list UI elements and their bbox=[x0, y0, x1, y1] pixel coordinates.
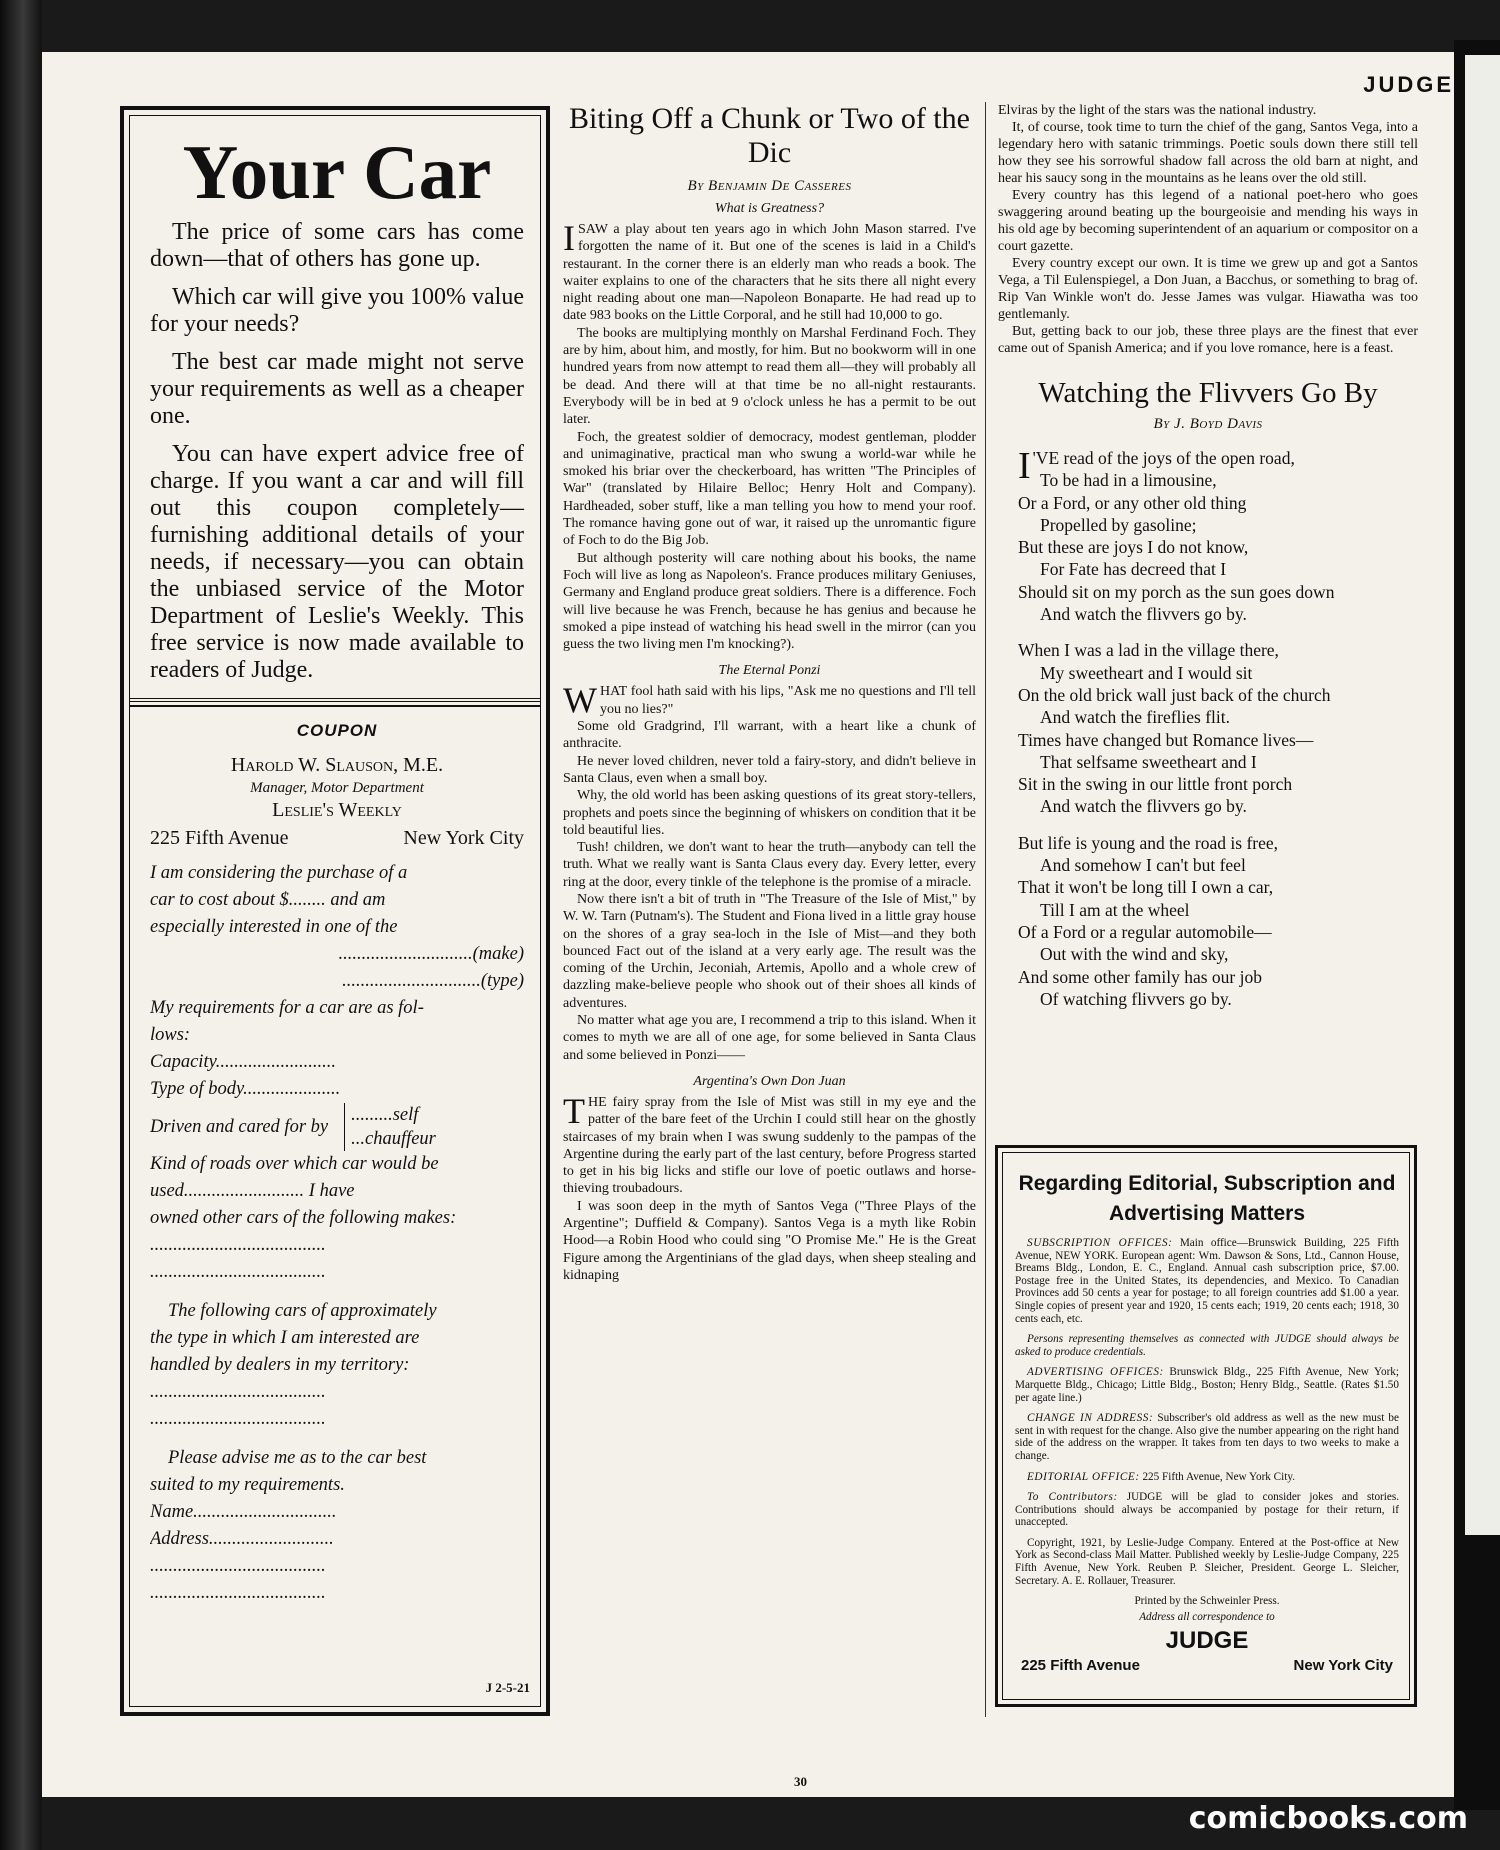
coupon-line: lows: bbox=[150, 1025, 191, 1045]
paragraph-text: SAW a play about ten years ago in which John Mason starred. I've forgotten the name of it. But one of the scenes is laid in a Child's restaurant. In the corner there is an elderly man who reads a book. The waiter explains to one of the characters that he sits there all night every night reading about one man—Napoleon Bonaparte. He had read up to date 983 books on the Little Corporal, and he still had 10,000 to go. bbox=[563, 222, 976, 324]
driven-label: Driven and cared for by bbox=[150, 1116, 329, 1137]
article-column bbox=[563, 102, 976, 1722]
coupon-position: Manager, Motor Department bbox=[250, 780, 424, 796]
coupon-line: ...................................... bbox=[150, 1409, 326, 1429]
poem-line: And some other family has our job bbox=[1018, 966, 1262, 987]
coupon-line: handled by dealers in my territory: bbox=[150, 1355, 410, 1375]
drop-cap: W bbox=[563, 680, 597, 721]
page-number: 30 bbox=[794, 1774, 807, 1789]
poem-line: And watch the fireflies flit. bbox=[1040, 707, 1231, 728]
address-all-line: Address all correspondence to bbox=[1139, 1611, 1275, 1624]
coupon-line: Kind of roads over which car would be bbox=[150, 1154, 439, 1174]
coupon-line: car to cost about $........ and am bbox=[150, 890, 386, 910]
poem-line: But life is young and the road is free, bbox=[1018, 832, 1279, 853]
article-paragraph: Some old Gradgrind, I'll warrant, with a heart like a chunk of anthracite. bbox=[563, 719, 976, 752]
coupon-line: Address........................... bbox=[150, 1529, 334, 1549]
article-paragraph bbox=[563, 218, 976, 325]
poem-line: To be had in a limousine, bbox=[1040, 470, 1217, 491]
drop-cap: I bbox=[563, 218, 575, 258]
notice-paragraph: CHANGE IN ADDRESS: Subscriber's old address as well as the new must be sent in with request for the change. Also give the number appearing on the right hand side of the address on the wrapper. It takes from ten days to two weeks to make a change. bbox=[1015, 1412, 1399, 1462]
coupon-line: suited to my requirements. bbox=[150, 1475, 345, 1495]
coupon-divider bbox=[130, 698, 540, 707]
article-continuation: Every country has this legend of a national poet-hero who goes swaggering around beating up the bourgeoisie and mending his ways in his old age by becoming superintendent of an aquarium or compositor on a court gazette. bbox=[998, 188, 1418, 254]
ad-paragraph: The price of some cars has come down—that of others has gone up. bbox=[150, 219, 524, 272]
poem-line: I 'VE read of the joys of the open road, bbox=[1018, 445, 1295, 487]
notice-paragraph: EDITORIAL OFFICE: 225 Fifth Avenue, New York City. bbox=[1027, 1470, 1296, 1483]
ad-paragraph: Which car will give you 100% value for your needs? bbox=[150, 284, 524, 337]
article-paragraph: Tush! children, we don't want to hear the truth—anybody can tell the truth. What we really want is Santa Claus every day. Every letter, every ring at the door, every tinkle of the telephone is the promise of a miracle. bbox=[563, 840, 976, 890]
notice-judge: JUDGE bbox=[1165, 1627, 1249, 1655]
coupon-line: ...................................... bbox=[150, 1262, 326, 1282]
notice-paragraph: SUBSCRIPTION OFFICES: Main office—Brunswick Building, 225 Fifth Avenue, NEW YORK. European agent: Wm. Dawson & Sons, Ltd., Cannon House, Breams Bldg., London, E. C., England. Annual cash subscription price, $7.00. Postage free in the United States, its dependencies, and Mexico. To Canadian Provinces add 50 cents a year for postage; to all foreign countries add $1.00 a year. Single copies of present year and 1920, 15 cents each; 1919, 20 cents each; 1918, 30 cents each, etc. bbox=[1015, 1237, 1399, 1325]
section-heading: The Eternal Ponzi bbox=[718, 663, 821, 679]
footer-street: 225 Fifth Avenue bbox=[1021, 1657, 1140, 1675]
article-paragraph: The books are multiplying monthly on Marshal Ferdinand Foch. They are by him, about him, and mostly, for him. But no bookworm will in one hundred years from now attempt to read them all—they will probably all be dead. And there will at that time be no all-night restaurants. Everybody will be in bed at 9 o'clock unless he has a permit to be out later. bbox=[563, 325, 976, 428]
drop-cap: I bbox=[1018, 445, 1031, 487]
ad-headline: Your Car bbox=[182, 129, 492, 215]
article-paragraph: He never loved children, never told a fairy-story, and didn't believe in Santa Claus, even when a small boy. bbox=[563, 753, 976, 786]
notice-paragraph: Copyright, 1921, by Leslie-Judge Company. Entered at the Post-office at New York as Second-class Mail Matter. Published weekly by Leslie-Judge Company, 225 Fifth Avenue, New York. Reuben P. Sleicher, President. George L. Sleicher, Secretary. A. E. Rollauer, Treasurer. bbox=[1015, 1536, 1399, 1587]
poem-line: And somehow I can't but feel bbox=[1040, 855, 1246, 876]
poem-line: For Fate has decreed that I bbox=[1040, 559, 1227, 580]
coupon-line: I am considering the purchase of a bbox=[150, 863, 408, 883]
coupon-line: the type in which I am interested are bbox=[150, 1328, 420, 1348]
ad-paragraph: You can have expert advice free of charge. If you want a car and will fill out this coupon completely—furnishing additional details of your needs, if necessary—you can obtain the unbiased service of the Motor Department of Leslie's Weekly. This free service is now made available to readers of Judge. bbox=[150, 441, 524, 683]
poem-line: That selfsame sweetheart and I bbox=[1040, 751, 1257, 772]
paragraph-text: HAT fool hath said with his lips, "Ask me no questions and I'll tell you no lies?" bbox=[599, 684, 976, 717]
ad-paragraph: The best car made might not serve your requirements as well as a cheaper one. bbox=[150, 349, 524, 429]
coupon-line: used.......................... I have bbox=[150, 1181, 355, 1201]
notice-footer bbox=[1015, 1657, 1399, 1674]
poem-line: My sweetheart and I would sit bbox=[1040, 662, 1253, 683]
right-column bbox=[998, 102, 1418, 1010]
footer-city: New York City bbox=[1293, 1657, 1393, 1675]
section-heading: What is Greatness? bbox=[714, 201, 825, 216]
coupon-line: My requirements for a car are as fol- bbox=[150, 998, 424, 1018]
car-advertisement bbox=[120, 106, 550, 1716]
article-title: Biting Off a Chunk or Two of the Dic bbox=[569, 102, 970, 169]
poem-line: Till I am at the wheel bbox=[1040, 899, 1190, 920]
coupon-line: .............................(make) bbox=[338, 944, 524, 964]
poem-line: Propelled by gasoline; bbox=[1040, 514, 1197, 535]
notice-title: Regarding Editorial, Subscription and Advertising Matters bbox=[1018, 1172, 1396, 1225]
left-binding-edge bbox=[0, 0, 42, 1850]
article-paragraph: No matter what age you are, I recommend a trip to this island. When it comes to myth we are all of one age, for some believed in Santa Claus and some believed in Ponzi—— bbox=[563, 1013, 976, 1063]
poem-line: Should sit on my porch as the sun goes down bbox=[1018, 581, 1335, 602]
coupon-city: New York City bbox=[403, 827, 524, 849]
coupon-line: Capacity.......................... bbox=[150, 1052, 337, 1072]
notice-paragraph: To Contributors: JUDGE will be glad to consider jokes and stories. Contributions should always be accompanied by postage for their return, if unaccepted. bbox=[1015, 1491, 1399, 1529]
paragraph-text: HE fairy spray from the Isle of Mist was still in my eye and the patter of the bare feet of the Urchin I could still hear on the ghostly staircases of my brain when I was swung suddenly to the pampas of the Argentine during the early part of the last century, before Progress started to get in his big licks and stifle our love of poetic outlaws and horse-thieving troubadours. bbox=[563, 1094, 976, 1197]
drop-cap: T bbox=[563, 1090, 585, 1131]
driven-self: .........self bbox=[351, 1105, 419, 1125]
poem-line: Sit in the swing in our little front porch bbox=[1018, 774, 1293, 795]
poem-line: And watch the flivvers go by. bbox=[1040, 604, 1247, 625]
article-paragraph: Foch, the greatest soldier of democracy, modest gentleman, plodder and unimaginative, practical man who swung a world-war while he smoked his briar over the checkerboard, has written "The Principles of War" (translated by Hilaire Belloc; Henry Holt and Company). Hardheaded, sober stuff, like a man telling you how to mend your roof. The romance having gone out of war, it raised up the unromantic figure of Foch to do the Big Job. bbox=[563, 429, 976, 549]
driven-by-field bbox=[150, 1103, 524, 1151]
coupon-line: ...................................... bbox=[150, 1583, 326, 1603]
poem-line: Of watching flivvers go by. bbox=[1040, 988, 1232, 1009]
coupon-line: especially interested in one of the bbox=[150, 917, 398, 937]
notice-paragraph: ADVERTISING OFFICES: Brunswick Bldg., 225 Fifth Avenue, New York; Marquette Bldg., Chicago; Little Bldg., Boston; Henry Bldg., Seattle. (Rates $1.50 per agate line.) bbox=[1015, 1366, 1399, 1404]
poem-body bbox=[1018, 447, 1418, 1010]
poem-title: Watching the Flivvers Go By bbox=[1038, 377, 1378, 409]
coupon-line: owned other cars of the following makes: bbox=[150, 1208, 457, 1228]
article-paragraph: Now there isn't a bit of truth in "The Treasure of the Isle of Mist," by W. W. Tarn (Putnam's). The Student and Fiona lived in a little gray house on the shores of a gray sea-loch in the Isle of Mist—and they both bounced Fact out of the island at a very early age. The result was the coming of the Urchin, Jeconiah, Artemis, Apollo and a whole crew of dazzling make-believe people who shook out of their shoes all kinds of adventures. bbox=[563, 891, 976, 1011]
poem-line: Times have changed but Romance lives— bbox=[1018, 729, 1314, 750]
article-paragraph: Why, the old world has been asking questions of its great story-tellers, prophets and poets since the beginning of whiskers on condition that it be told beautiful lies. bbox=[563, 788, 976, 838]
article-paragraph bbox=[563, 680, 976, 721]
driven-options bbox=[344, 1103, 436, 1151]
article-byline: By Benjamin De Casseres bbox=[687, 178, 852, 194]
coupon-line: The following cars of approximately bbox=[168, 1301, 437, 1321]
poem-line: Out with the wind and sky, bbox=[1040, 944, 1229, 965]
column-rule bbox=[985, 102, 986, 1717]
coupon-publication: Leslie's Weekly bbox=[272, 799, 402, 821]
coupon-line: Please advise me as to the car best bbox=[168, 1448, 427, 1468]
printer-line: Printed by the Schweinler Press. bbox=[1134, 1595, 1280, 1608]
article-continuation: It, of course, took time to turn the chief of the gang, Santos Vega, into a legendary hero with satanic trimmings. Poetic souls down there still tell how they see his sorrowful shadow fall across the old barn at night, and hear his saucy song in the mountains as he leans over the old still. bbox=[998, 120, 1418, 186]
article-paragraph: But although posterity will care nothing about his books, the name Foch will live as long as Napoleon's. France produces military Geniuses, Germany and England produce great soldiers. There is a difference. Foch will live because he was French, because he has genius and because he smoked a pipe instead of watching his head swell in the mirror (can you guess the two living men I'm knocking?). bbox=[563, 550, 976, 653]
poem-byline: By J. Boyd Davis bbox=[1153, 416, 1263, 432]
next-page-edge bbox=[1465, 55, 1500, 1535]
coupon-line: Type of body..................... bbox=[150, 1079, 341, 1099]
notice-paragraph: Persons representing themselves as connected with JUDGE should always be asked to produce credentials. bbox=[1015, 1333, 1399, 1358]
poem-line: But these are joys I do not know, bbox=[1018, 537, 1249, 558]
coupon-street: 225 Fifth Avenue bbox=[150, 827, 289, 849]
poem-line: On the old brick wall just back of the church bbox=[1018, 684, 1331, 705]
watermark: comicbooks.com bbox=[1188, 1801, 1468, 1836]
article-paragraph: I was soon deep in the myth of Santos Vega ("Three Plays of the Argentine"; Duffield & Company). Santos Vega is a myth like Robin Hood—a Robin Hood who could sing "O Promise Me." He is the Great Figure among the Argentinians of the glad days, when sheep stealing and kidnaping bbox=[563, 1198, 976, 1283]
coupon-title: COUPON bbox=[296, 721, 378, 740]
article-continuation: Elviras by the light of the stars was the national industry. bbox=[998, 103, 1317, 118]
poem-line: Or a Ford, or any other old thing bbox=[1018, 492, 1247, 513]
article-continuation: Every country except our own. It is time we grew up and got a Santos Vega, a Til Eulenspiegel, a Don Juan, a Bacchus, or something to brag of. Rip Van Winkle won't do. Jesse James was vulgar. Hiawatha was too gentlemanly. bbox=[998, 256, 1418, 322]
coupon-line: ...................................... bbox=[150, 1556, 326, 1576]
coupon-line: ...................................... bbox=[150, 1382, 326, 1402]
poem-line: That it won't be long till I own a car, bbox=[1018, 877, 1274, 898]
article-paragraph bbox=[563, 1090, 976, 1198]
poem-line: And watch the flivvers go by. bbox=[1040, 796, 1247, 817]
article-continuation: But, getting back to our job, these three plays are the finest that ever came out of Spanish America; and if you love romance, here is a feast. bbox=[998, 324, 1418, 356]
running-head: JUDGE bbox=[1363, 72, 1454, 97]
coupon-code: J 2-5-21 bbox=[485, 1680, 530, 1695]
section-heading: Argentina's Own Don Juan bbox=[693, 1073, 846, 1089]
driven-chauffeur: ...chauffeur bbox=[351, 1129, 436, 1149]
poem-line: When I was a lad in the village there, bbox=[1018, 640, 1279, 661]
coupon-line: ..............................(type) bbox=[342, 971, 524, 991]
poem-line: Of a Ford or a regular automobile— bbox=[1018, 921, 1272, 942]
coupon-line: ...................................... bbox=[150, 1235, 326, 1255]
coupon-line: Name............................... bbox=[150, 1502, 337, 1522]
coupon-name: Harold W. Slauson, M.E. bbox=[230, 754, 444, 776]
coupon-address bbox=[150, 827, 524, 850]
publisher-notice-box bbox=[995, 1145, 1417, 1707]
